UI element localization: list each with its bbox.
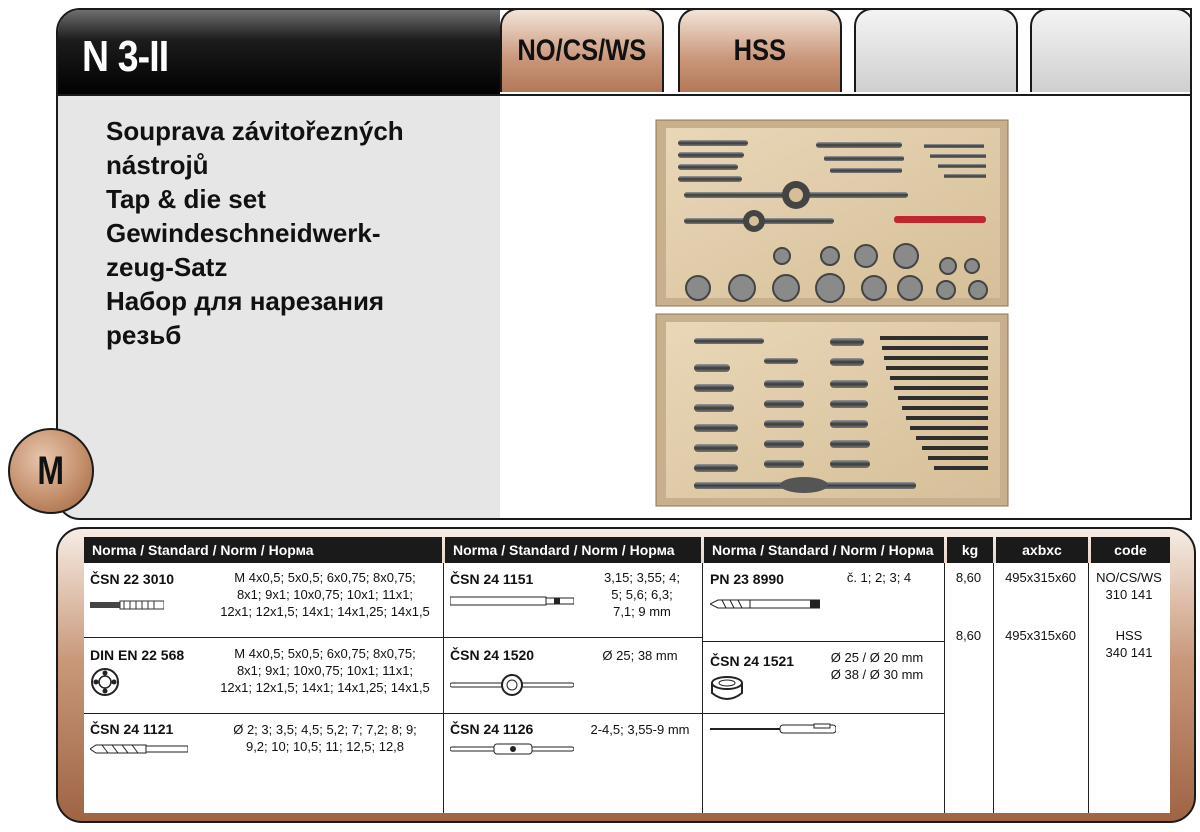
tab-empty-1[interactable] <box>854 8 1018 92</box>
table-body <box>84 563 1170 813</box>
header-code: code <box>1091 537 1170 563</box>
description-line: Tap & die set <box>106 184 266 214</box>
norm-values: M 4x0,5; 5x0,5; 6x0,75; 8x0,75; 8x1; 9x1; 10x0,75; 10x1; 11x1; 12x1; 12x1,5; 14x1; 14x1,25; 14x1,5 <box>220 646 430 695</box>
norm-values: Ø 2; 3; 3,5; 4,5; 5,2; 7; 7,2; 8; 9; 9,2; 10; 10,5; 11; 12,5; 12,8 <box>233 722 417 754</box>
norm-code: ČSN 24 1151 <box>450 571 534 587</box>
weight-value: 8,60 <box>955 570 982 585</box>
tap-icon <box>90 599 164 611</box>
die-stock-icon <box>450 673 574 697</box>
dimensions-value: 495x315x60 <box>1005 628 1076 643</box>
norm-values: č. 1; 2; 3; 4 <box>846 570 912 585</box>
description-line: zeug-Satz <box>106 252 228 282</box>
row-divider <box>702 641 944 642</box>
header-norm-3: Norma / Standard / Norm / Норма <box>704 537 944 563</box>
die-adapter-icon <box>710 675 744 701</box>
tool-set-case-image <box>654 118 1014 508</box>
tab-hss[interactable]: HSS <box>678 8 842 92</box>
norm-code: ČSN 22 3010 <box>90 571 175 587</box>
norm-code: ČSN 24 1520 <box>450 647 535 663</box>
description-line: Gewindeschneidwerk- <box>106 218 381 248</box>
norm-code: ČSN 24 1521 <box>710 653 795 669</box>
section-badge: M <box>8 428 94 514</box>
drill-icon <box>90 743 188 755</box>
die-icon <box>90 667 120 697</box>
description-line: nástrojů <box>106 150 209 180</box>
norm-code: ČSN 24 1126 <box>450 721 534 737</box>
tap-wrench-icon <box>450 741 574 757</box>
norm-values: 3,15; 3,55; 4; 5; 5,6; 6,3; 7,1; 9 mm <box>604 570 680 619</box>
norm-values: Ø 25; 38 mm <box>602 648 678 663</box>
tab-empty-2[interactable] <box>1030 8 1192 92</box>
description-area <box>58 96 500 518</box>
product-title: N 3-II <box>82 32 169 81</box>
weight-value: 8,60 <box>955 628 982 643</box>
screwdriver-icon <box>710 723 836 735</box>
order-code: HSS 340 141 <box>1105 628 1153 660</box>
row-divider <box>84 713 702 714</box>
dimensions-value: 495x315x60 <box>1005 570 1076 585</box>
header-dims: axbxc <box>996 537 1088 563</box>
column-divider <box>944 563 945 813</box>
row-divider <box>702 713 944 714</box>
norm-code: DIN EN 22 568 <box>90 647 185 663</box>
title-bar <box>58 10 500 96</box>
tab-no-cs-ws[interactable]: NO/CS/WS <box>500 8 664 92</box>
norm-values: M 4x0,5; 5x0,5; 6x0,75; 8x0,75; 8x1; 9x1; 10x0,75; 10x1; 11x1; 12x1; 12x1,5; 14x1; 14x1,25; 14x1,5 <box>220 570 430 619</box>
product-panel <box>56 8 1192 520</box>
description-line: резьб <box>106 320 182 350</box>
description-list <box>106 114 404 352</box>
header-kg: kg <box>947 537 993 563</box>
norm-code: PN 23 8990 <box>710 571 784 587</box>
column-divider <box>443 563 444 813</box>
description-line: Набор для нарезания <box>106 286 385 316</box>
spec-table-panel <box>56 527 1196 823</box>
header-norm-2: Norma / Standard / Norm / Норма <box>445 537 701 563</box>
description-line: Souprava závitořezných <box>106 116 404 146</box>
norm-values: Ø 25 / Ø 20 mm Ø 38 / Ø 30 mm <box>830 650 924 682</box>
column-divider <box>993 563 994 813</box>
norm-code: ČSN 24 1121 <box>90 721 174 737</box>
norm-values: 2-4,5; 3,55-9 mm <box>590 722 690 737</box>
row-divider <box>84 637 702 638</box>
tap-extension-icon <box>450 595 574 607</box>
header-norm-1: Norma / Standard / Norm / Норма <box>84 537 442 563</box>
order-code: NO/CS/WS 310 141 <box>1096 570 1162 602</box>
tap-extractor-icon <box>710 597 820 611</box>
column-divider <box>702 563 703 813</box>
